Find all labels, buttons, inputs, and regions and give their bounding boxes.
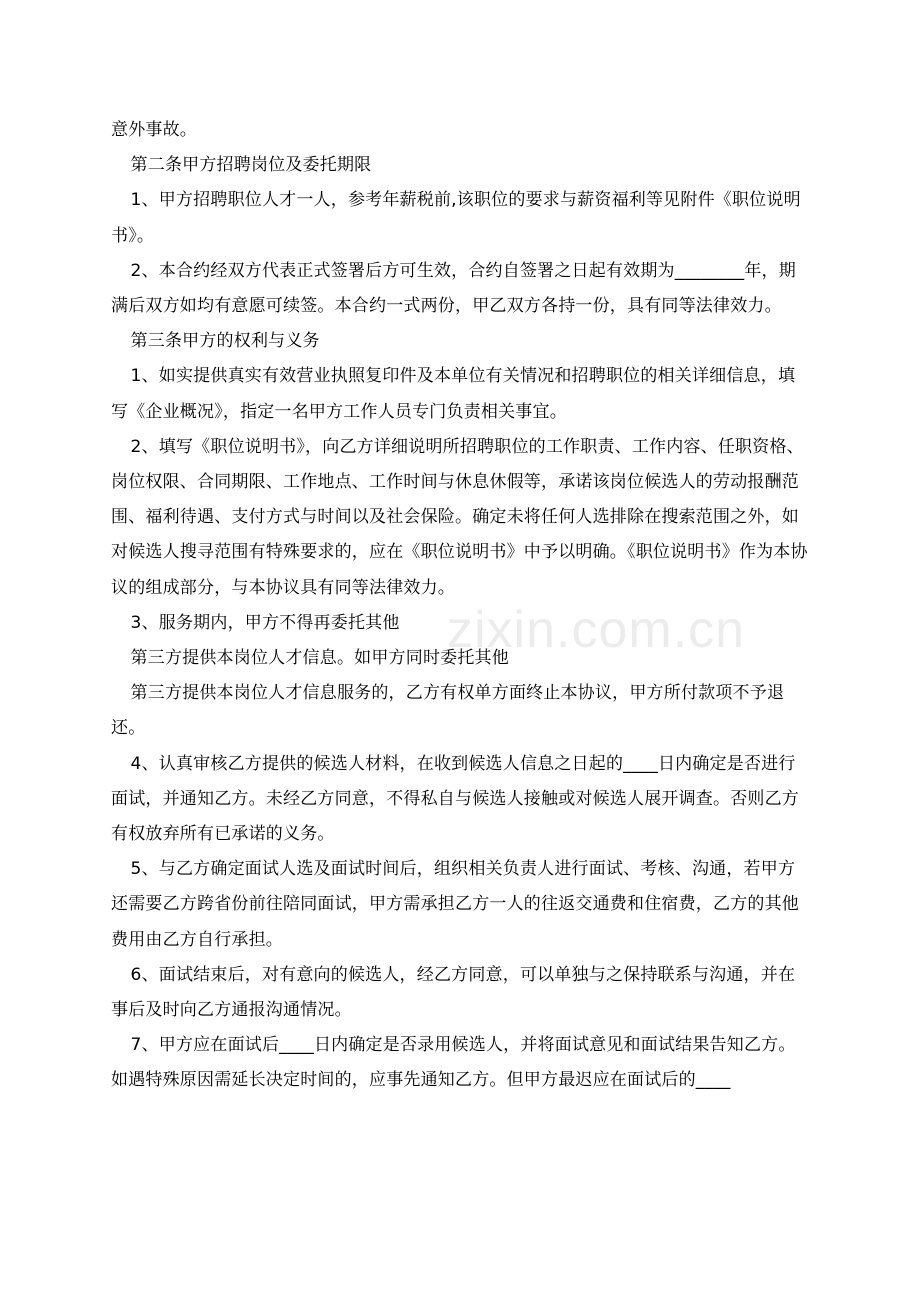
section-heading-article-3: 第三条甲方的权利与义务 xyxy=(130,331,320,352)
section-heading-article-2: 第二条甲方招聘岗位及委托期限 xyxy=(130,155,372,176)
paragraph-text: 6、面试结束后，对有意向的候选人，经乙方同意，可以单独与之保持联系与沟通，并在事后及时向乙方通报沟通情况。 xyxy=(111,964,796,1021)
paragraph-text: 意外事故。 xyxy=(111,120,197,140)
paragraph-text: 4、认真审核乙方提供的候选人材料，在收到候选人信息之日起的____日内确定是否进行面试，并通知乙方。未经乙方同意，不得私自与候选人接触或对候选人展开调查。否则乙方有权放弃所有已承诺的义务。 xyxy=(111,753,799,845)
paragraph-text: 2、本合约经双方代表正式签署后方可生效，合约自签署之日起有效期为________年，期满后双方如均有意愿可续签。本合约一式两份，甲乙双方各持一份，具有同等法律效力。 xyxy=(111,260,796,317)
paragraph-text: 2、填写《职位说明书》，向乙方详细说明所招聘职位的工作职责、工作内容、任职资格、岗位权限、合同期限、工作地点、工作时间与休息休假等，承诺该岗位候选人的劳动报酬范围、福利待遇、支付方式与时间以及社会保险。确定未将任何人选排除在搜索范围之外，如对候选人搜寻范围有特殊要求的，应在《职位说明书》中予以明确。《职位说明书》作为本协议的组成部分，与本协议具有同等法律效力。 xyxy=(111,436,808,598)
paragraph-text: 5、与乙方确定面试人选及面试时间后，组织相关负责人进行面试、考核、沟通，若甲方还需要乙方跨省份前往陪同面试，甲方需承担乙方一人的往返交通费和住宿费，乙方的其他费用由乙方自行承担。 xyxy=(111,859,799,950)
paragraph-text: 第三方提供本岗位人才信息服务的，乙方有权单方面终止本协议，甲方所付款项不予退还。 xyxy=(111,683,785,739)
paragraph-text: 3、服务期内，甲方不得再委托其他 xyxy=(130,612,400,633)
paragraph-text: 1、如实提供真实有效营业执照复印件及本单位有关情况和招聘职位的相关详细信息，填写《企业概况》，指定一名甲方工作人员专门负责相关事宜。 xyxy=(111,366,796,422)
watermark: zixin.com.cn xyxy=(447,601,746,659)
paragraph-text: 7、甲方应在面试后____日内确定是否录用候选人，并将面试意见和面试结果告知乙方。如遇特殊原因需延长决定时间的，应事先通知乙方。但甲方最迟应在面试后的____ xyxy=(111,1035,796,1091)
paragraph-text: 第三方提供本岗位人才信息。如甲方同时委托其他 xyxy=(130,648,509,669)
paragraph-text: 1、甲方招聘职位人才一人，参考年薪税前,该职位的要求与薪资福利等见附件《职位说明书》。 xyxy=(111,190,801,246)
